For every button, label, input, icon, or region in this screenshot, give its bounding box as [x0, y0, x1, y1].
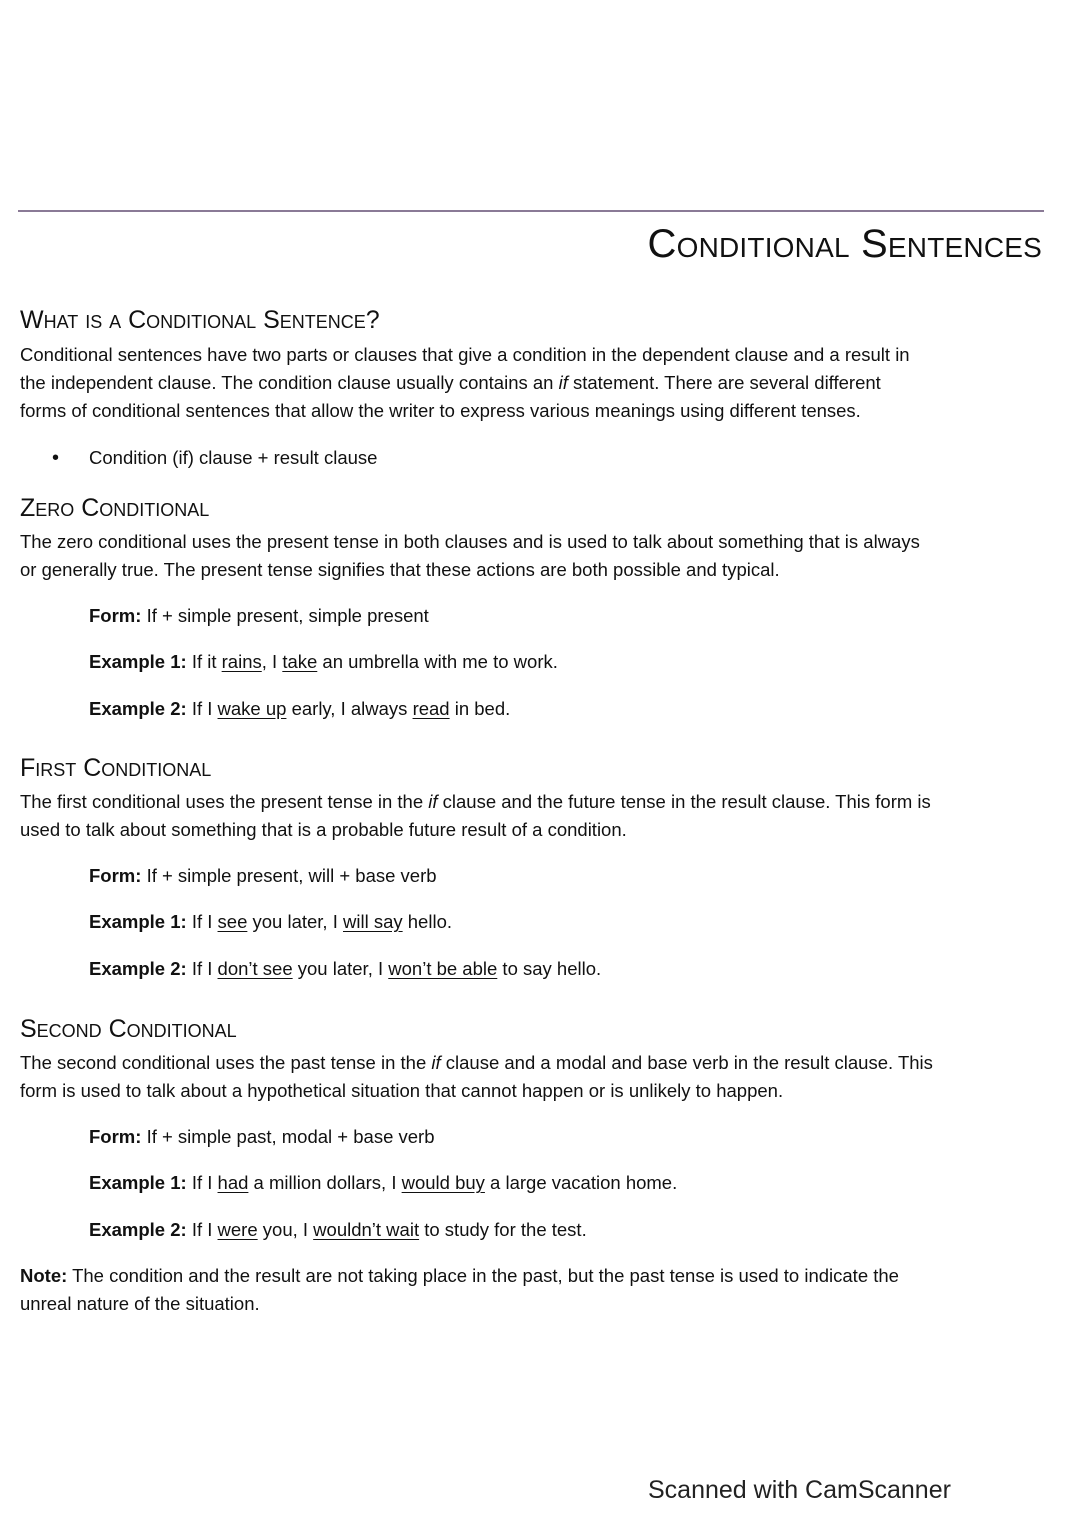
zero-conditional-form: Form: If + simple present, simple present	[89, 605, 429, 626]
zero-conditional-example-1: Example 1: If it rains, I take an umbrella with me to work.	[89, 651, 558, 672]
bullet-list	[52, 444, 377, 472]
second-conditional-example-1: Example 1: If I had a million dollars, I would buy a large vacation home.	[89, 1172, 678, 1193]
header-rule	[18, 210, 1044, 212]
intro-line: Conditional sentences have two parts or clauses that give a condition in the dependent clause and a result in	[20, 344, 910, 365]
intro-paragraph	[20, 341, 1050, 425]
list-item: • Condition (if) clause + result clause	[52, 444, 377, 472]
first-conditional-example-2: Example 2: If I don’t see you later, I won’t be able to say hello.	[89, 958, 602, 979]
first-conditional-form: Form: If + simple present, will + base verb	[89, 865, 437, 886]
second-conditional-form: Form: If + simple past, modal + base verb	[89, 1126, 435, 1147]
second-conditional-heading: Second Conditional	[20, 1015, 237, 1043]
first-conditional-paragraph: The first conditional uses the present tense in the if clause and the future tense in the result clause. This form is used to talk about something that is a probable future result of a condition.	[20, 791, 931, 840]
intro-line: forms of conditional sentences that allow the writer to express various meanings using different tenses.	[20, 400, 861, 421]
intro-heading: What is a Conditional Sentence?	[20, 306, 380, 334]
document-title: Conditional Sentences	[647, 222, 1042, 266]
note-paragraph: Note: The condition and the result are not taking place in the past, but the past tense is used to indicate the unreal nature of the situation.	[20, 1265, 899, 1314]
zero-conditional-heading: Zero Conditional	[20, 494, 210, 522]
zero-conditional-example-2: Example 2: If I wake up early, I always read in bed.	[89, 698, 511, 719]
first-conditional-heading: First Conditional	[20, 754, 212, 782]
second-conditional-paragraph: The second conditional uses the past tense in the if clause and a modal and base verb in the result clause. This form is used to talk about a hypothetical situation that cannot happen or is unlikely to happen.	[20, 1052, 933, 1101]
intro-line: the independent clause. The condition clause usually contains an if statement. There are several different	[20, 372, 881, 393]
second-conditional-example-2: Example 2: If I were you, I wouldn’t wait to study for the test.	[89, 1219, 587, 1240]
first-conditional-example-1: Example 1: If I see you later, I will say hello.	[89, 911, 452, 932]
zero-conditional-paragraph: The zero conditional uses the present tense in both clauses and is used to talk about something that is always or generally true. The present tense signifies that these actions are both possible and typical.	[20, 531, 920, 580]
scanner-watermark: Scanned with CamScanner	[648, 1476, 951, 1504]
